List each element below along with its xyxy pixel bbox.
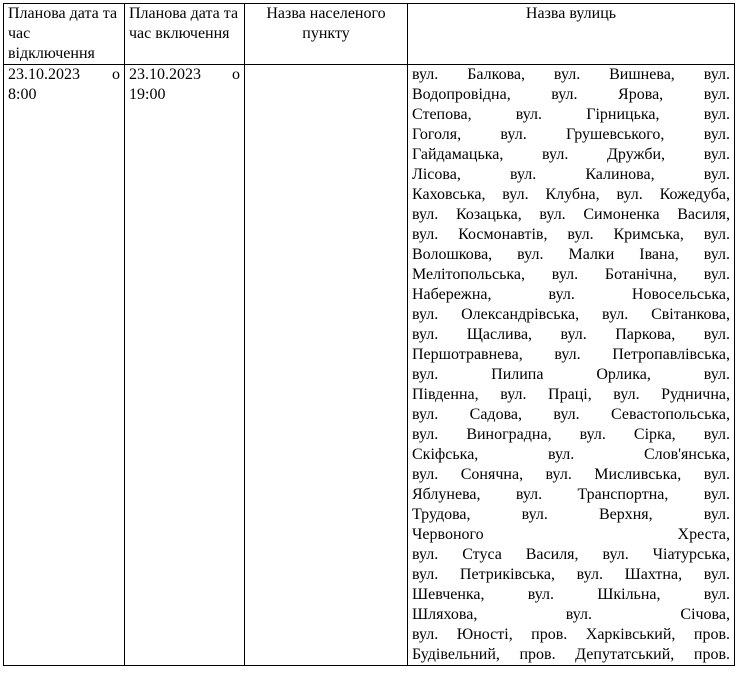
table-row <box>4 65 735 666</box>
street-line: Шевченка, вул. Шкільна, вул. <box>412 586 730 603</box>
street-line: вул. Виноградна, вул. Сірка, вул. <box>412 426 730 443</box>
cell-on-datetime: 23.10.2023 о 19:00 <box>125 65 245 666</box>
street-line: Набережна, вул. Новосельська, <box>412 286 730 303</box>
street-line: Гоголя, вул. Грушевського, вул. <box>412 126 730 143</box>
street-line: Скіфська, вул. Слов'янська, <box>412 446 730 463</box>
street-line: Каховська, вул. Клубна, вул. Кожедуба, <box>412 186 730 203</box>
street-line: вул. Стуса Василя, вул. Чіатурська, <box>412 546 730 563</box>
street-line: Першотравнева, вул. Петропавлівська, <box>412 346 730 363</box>
street-line: Трудова, вул. Верхня, вул. <box>412 506 730 523</box>
street-line: Волошкова, вул. Малки Івана, вул. <box>412 246 730 263</box>
street-line: вул. Козацька, вул. Симоненка Василя, <box>412 206 730 223</box>
street-line: Червоного Хреста, <box>412 526 730 543</box>
street-line: вул. Петриківська, вул. Шахтна, вул. <box>412 566 730 583</box>
street-line: Шляхова, вул. Січова, <box>412 606 730 623</box>
street-line: вул. Щаслива, вул. Паркова, вул. <box>412 326 730 343</box>
header-planned-off: Планова дата та час відключення <box>4 4 125 65</box>
table-header-row <box>4 4 735 65</box>
street-line: вул. Олександрівська, вул. Світанкова, <box>412 306 730 323</box>
cell-off-datetime: 23.10.2023 о 8:00 <box>4 65 125 666</box>
street-line: Степова, вул. Гірницька, вул. <box>412 106 730 123</box>
streets-list <box>412 65 730 665</box>
cell-streets <box>408 65 735 666</box>
street-line: Гайдамацька, вул. Дружби, вул. <box>412 146 730 163</box>
street-line: вул. Сонячна, вул. Мисливська, вул. <box>412 466 730 483</box>
header-planned-on: Планова дата та час включення <box>125 4 245 65</box>
street-line: Лісова, вул. Калинова, вул. <box>412 166 730 183</box>
header-streets: Назва вулиць <box>408 4 735 65</box>
street-line: вул. Балкова, вул. Вишнева, вул. <box>412 66 730 83</box>
street-line: Південна, вул. Праці, вул. Руднична, <box>412 386 730 403</box>
street-line: вул. Садова, вул. Севастопольська, <box>412 406 730 423</box>
outage-schedule-table <box>3 3 735 666</box>
street-line: Мелітопольська, вул. Ботанічна, вул. <box>412 266 730 283</box>
street-line: вул. Пилипа Орлика, вул. <box>412 366 730 383</box>
street-line: вул. Космонавтів, вул. Кримська, вул. <box>412 226 730 243</box>
street-line: вул. Юності, пров. Харківський, пров. <box>412 626 730 643</box>
street-line: Яблунева, вул. Транспортна, вул. <box>412 486 730 503</box>
street-line: Водопровідна, вул. Ярова, вул. <box>412 86 730 103</box>
header-settlement: Назва населеного пункту <box>245 4 408 65</box>
street-line: Будівельний, пров. Депутатський, пров. <box>412 646 730 663</box>
cell-settlement <box>245 65 408 666</box>
